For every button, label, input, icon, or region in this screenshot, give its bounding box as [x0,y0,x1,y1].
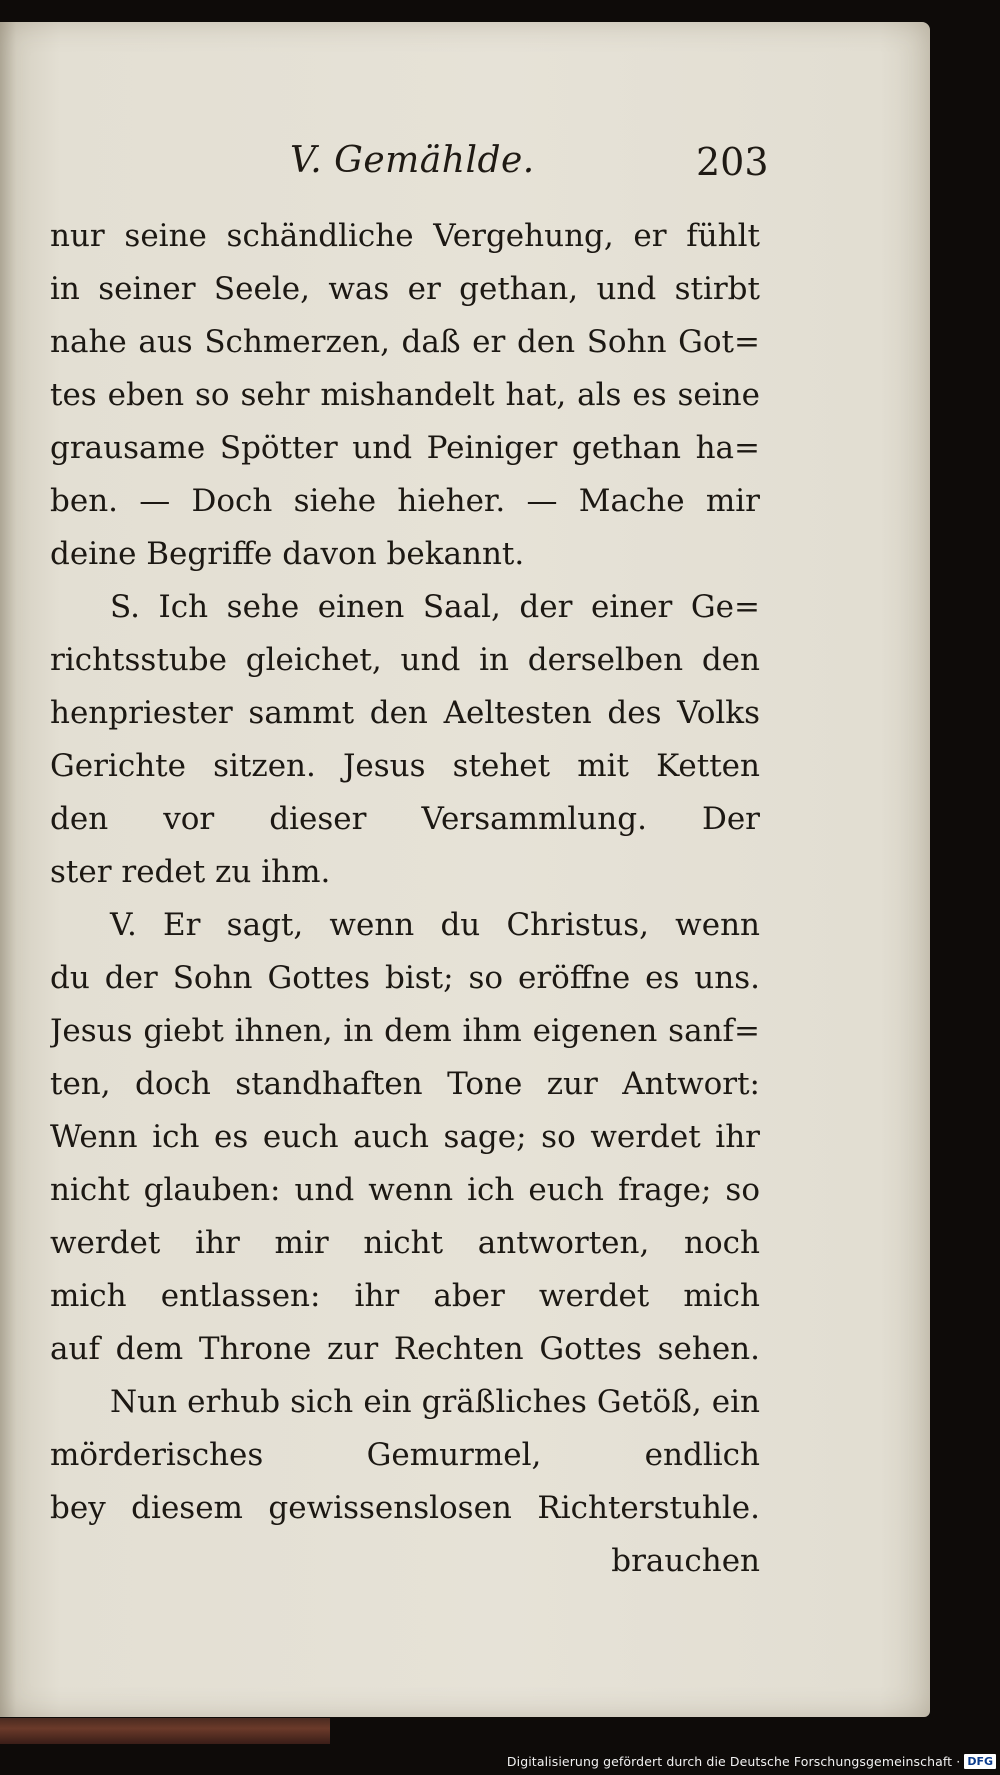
text-line: bey diesem gewissenslosen Richterstuhle. [50,1490,760,1526]
text-line: Jesus giebt ihnen, in dem ihm eigenen sanf= [50,1013,760,1049]
text-line: nahe aus Schmerzen, daß er den Sohn Got= [50,324,760,360]
book-page [0,22,930,1717]
text-line: Nun erhub sich ein gräßliches Getöß, ein [110,1384,760,1420]
text-line: Wenn ich es euch auch sage; so werdet ihr [50,1119,760,1155]
catchword: brauchen [611,1543,760,1579]
text-line: werdet ihr mir nicht antworten, noch [50,1225,760,1261]
text-line: ster redet zu ihm. [50,854,331,890]
text-line: ten, doch standhaften Tone zur Antwort: [50,1066,760,1102]
page-text [50,210,760,1588]
text-line: nur seine schändliche Vergehung, er fühlt [50,218,760,254]
text-line: ben. — Doch siehe hieher. — Mache mir [50,483,760,519]
text-line: henpriester sammt den Aeltesten des Volks [50,695,760,731]
running-header [0,140,769,200]
funding-text: Digitalisierung gefördert durch die Deutsche Forschungsgemeinschaft · [506,1753,961,1769]
text-line: V. Er sagt, wenn du Christus, wenn [110,907,760,943]
text-line: mörderisches Gemurmel, endlich [50,1437,760,1473]
text-line: nicht glauben: und wenn ich euch frage; so [50,1172,760,1208]
text-line: du der Sohn Gottes bist; so eröffne es uns. [50,960,760,996]
text-line: auf dem Throne zur Rechten Gottes sehen. [50,1331,760,1367]
funding-footer [507,1750,996,1772]
page-number: 203 [696,140,769,184]
running-title: V. Gemählde. [290,140,535,181]
book-cover-edge [0,1718,330,1744]
dfg-logo-icon: DFG [964,1754,996,1769]
text-line: Gerichte sitzen. Jesus stehet mit Ketten [50,748,760,784]
text-line: den vor dieser Versammlung. Der [50,801,760,837]
text-line: deine Begriffe davon bekannt. [50,536,525,572]
text-line: S. Ich sehe einen Saal, der einer Ge= [110,589,760,625]
text-line: richtsstube gleichet, und in derselben den [50,642,760,678]
text-line: mich entlassen: ihr aber werdet mich [50,1278,760,1314]
text-line: in seiner Seele, was er gethan, und stirbt [50,271,760,307]
text-line: grausame Spötter und Peiniger gethan ha= [50,430,760,466]
text-line: tes eben so sehr mishandelt hat, als es seine [50,377,760,413]
